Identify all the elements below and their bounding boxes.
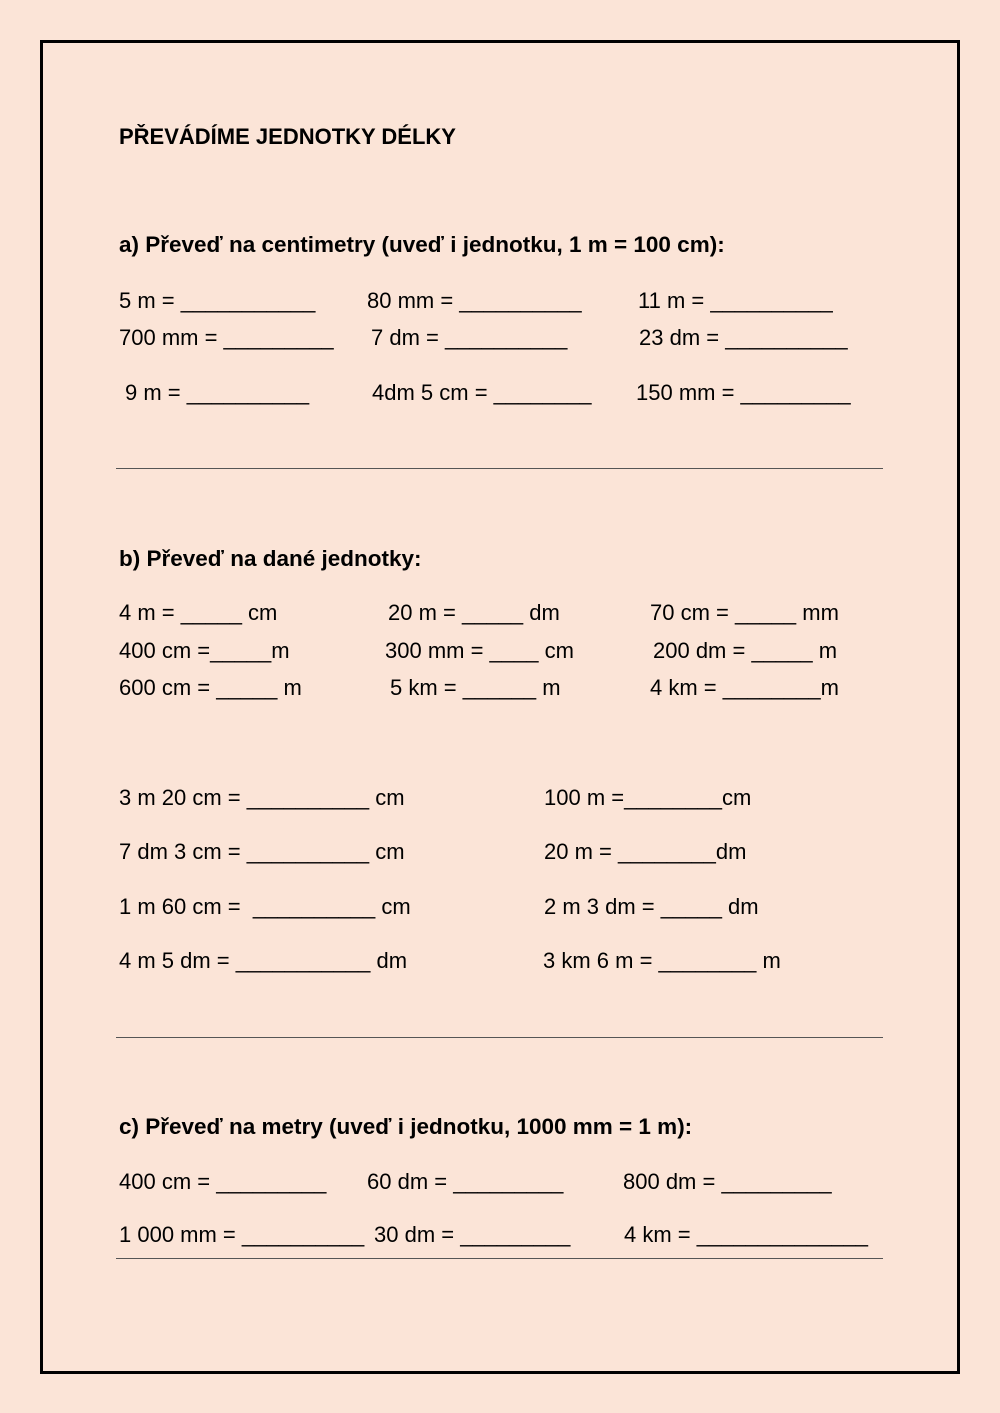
exercise-item: 800 dm = _________	[623, 1169, 832, 1194]
exercise-item: 5 m = ___________	[119, 288, 316, 313]
exercise-item: 1 m 60 cm = __________ cm	[119, 894, 411, 919]
exercise-item: 600 cm = _____ m	[119, 675, 302, 700]
exercise-item: 9 m = __________	[125, 380, 310, 405]
exercise-item: 80 mm = __________	[367, 288, 582, 313]
section-divider	[116, 468, 883, 469]
exercise-item: 1 000 mm = __________	[119, 1222, 365, 1247]
exercise-item: 4 m = _____ cm	[119, 600, 278, 625]
exercise-item: 400 cm =_____m	[119, 638, 290, 663]
exercise-item: 20 m = _____ dm	[388, 600, 560, 625]
exercise-item: 30 dm = _________	[374, 1222, 571, 1247]
worksheet-title: PŘEVÁDÍME JEDNOTKY DÉLKY	[119, 124, 456, 149]
exercise-item: 2 m 3 dm = _____ dm	[544, 894, 759, 919]
exercise-item: 4 m 5 dm = ___________ dm	[119, 948, 408, 973]
exercise-item: 5 km = ______ m	[390, 675, 561, 700]
exercise-item: 3 m 20 cm = __________ cm	[119, 785, 405, 810]
section-b-heading: b) Převeď na dané jednotky:	[119, 546, 422, 571]
exercise-item: 4dm 5 cm = ________	[372, 380, 592, 405]
exercise-item: 11 m = __________	[638, 288, 833, 313]
exercise-item: 70 cm = _____ mm	[650, 600, 839, 625]
exercise-item: 20 m = ________dm	[544, 839, 747, 864]
exercise-item: 700 mm = _________	[119, 325, 334, 350]
exercise-item: 150 mm = _________	[636, 380, 851, 405]
exercise-item: 4 km = ________m	[650, 675, 839, 700]
exercise-item: 4 km = ______________	[624, 1222, 869, 1247]
exercise-item: 3 km 6 m = ________ m	[543, 948, 781, 973]
exercise-item: 7 dm 3 cm = __________ cm	[119, 839, 405, 864]
section-c-heading: c) Převeď na metry (uveď i jednotku, 1000 mm = 1 m):	[119, 1114, 693, 1139]
section-a-heading: a) Převeď na centimetry (uveď i jednotku, 1 m = 100 cm):	[119, 232, 725, 257]
exercise-item: 200 dm = _____ m	[653, 638, 838, 663]
exercise-item: 300 mm = ____ cm	[385, 638, 574, 663]
exercise-item: 7 dm = __________	[371, 325, 568, 350]
section-divider	[116, 1037, 883, 1038]
exercise-item: 100 m =________cm	[544, 785, 752, 810]
section-divider	[116, 1258, 883, 1259]
exercise-item: 23 dm = __________	[639, 325, 848, 350]
exercise-item: 400 cm = _________	[119, 1169, 327, 1194]
exercise-item: 60 dm = _________	[367, 1169, 564, 1194]
